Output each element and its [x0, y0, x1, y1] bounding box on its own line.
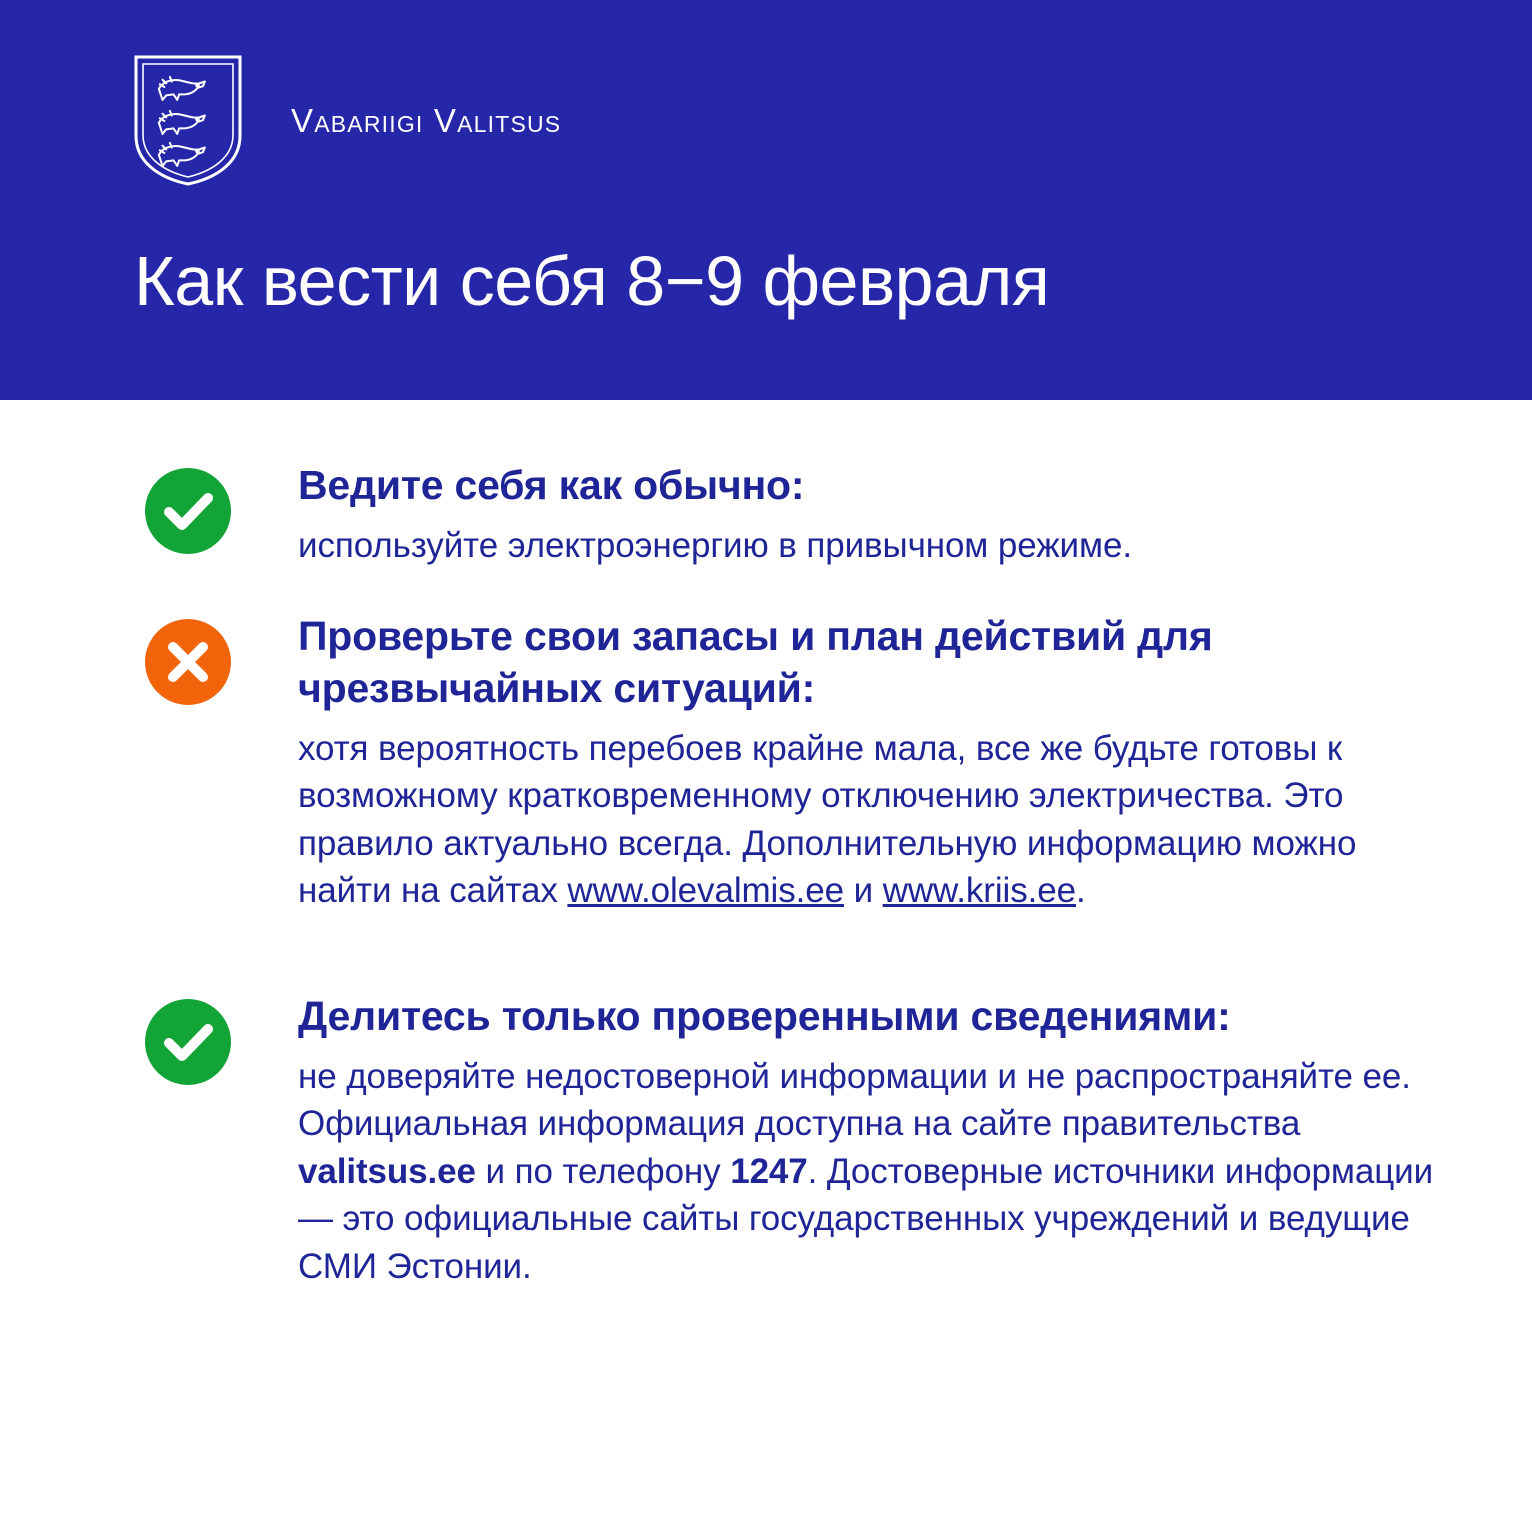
list-item-title: Ведите себя как обычно: [298, 462, 805, 508]
list-item-body [298, 607, 1442, 915]
list-item-text-part: . Достоверные источники информации — это официальные сайты государственных учреждений и ведущие СМИ Эстонии. [298, 1151, 1434, 1286]
page-title: Как вести себя 8−9 февраля [134, 242, 1050, 320]
list-item-text: используйте электроэнергию в привычном режиме. [298, 525, 1132, 565]
cross-circle-icon [145, 619, 231, 705]
link-kriis[interactable]: www.kriis.ee [882, 871, 1076, 911]
brand-lockup [131, 52, 561, 189]
list-item-text-part: не доверяйте недостоверной информации и не распространяйте ее. Официальная информация доступна на сайте правительства [298, 1056, 1411, 1144]
list-item [0, 607, 1532, 915]
coat-of-arms-icon [131, 52, 245, 189]
header-banner [0, 0, 1532, 400]
list-item-body [298, 987, 1442, 1291]
list-item-text-part: и по телефону [475, 1151, 731, 1191]
spacer [0, 953, 1532, 987]
list-item [0, 456, 1532, 569]
list-item-text-part: и [843, 871, 883, 911]
list-item-text-part: хотя вероятность перебоев крайне мала, все же будьте готовы к возможному кратковременному отключению электричества. Это правило актуально всегда. Дополнительную информацию можно найти на сайтах [298, 728, 1357, 911]
link-olevalmis[interactable]: www.olevalmis.ee [567, 871, 844, 911]
list-item-text-part: . [1075, 871, 1086, 911]
valitsus-site-mention: valitsus.ee [298, 1151, 476, 1191]
advice-list [0, 400, 1532, 1291]
list-item-title: Делитесь только проверенными сведениями: [298, 992, 1231, 1039]
list-item-text [298, 725, 1442, 915]
list-item-body [298, 456, 1442, 569]
check-circle-icon [145, 999, 231, 1085]
list-item-title: Проверьте свои запасы и план действий для чрезвычайных ситуаций: [298, 613, 1213, 711]
list-item-text [298, 1053, 1442, 1291]
list-item [0, 987, 1532, 1291]
check-circle-icon [145, 468, 231, 554]
brand-name: Vabariigi Valitsus [291, 101, 562, 139]
hotline-number: 1247 [730, 1151, 808, 1191]
